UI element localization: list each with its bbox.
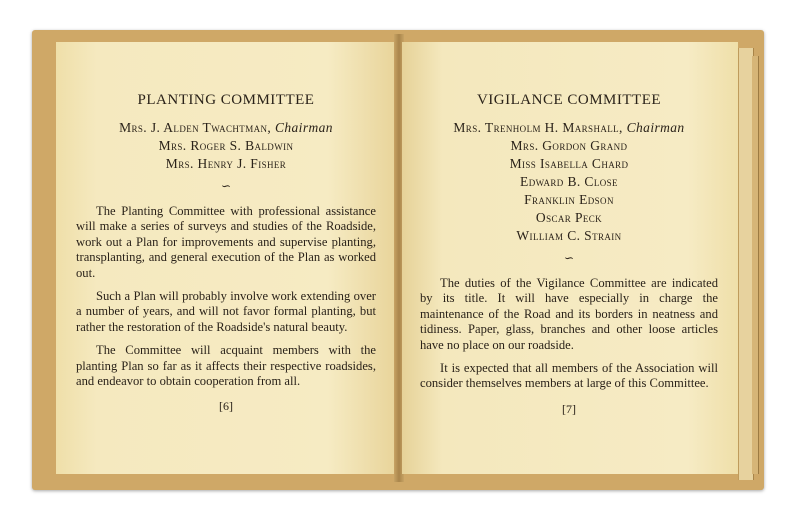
member-name: Franklin Edson [524,192,614,207]
member-name: Mrs. Henry J. Fisher [165,156,287,171]
left-page-content [76,92,376,414]
body-paragraph: The Planting Committee with professional assistance will make a series of surveys and studies of the Roadside, work out a Plan for improvements and supervise planting, transplanting, and general execution of the Plan as worked out. [76,204,376,280]
right-page [402,42,738,474]
member-name: Miss Isabella Chard [509,156,629,171]
member-line [420,209,718,227]
member-name: Mrs. Gordon Grand [510,138,628,153]
member-line [76,119,376,137]
page-number: [6] [219,399,233,414]
right-page-content [420,92,718,417]
ornament-glyph: ∽ [563,251,575,265]
member-line [420,173,718,191]
vigilance-committee-members [420,119,718,245]
member-line [420,191,718,209]
member-line [420,137,718,155]
body-paragraph: The Committee will acquaint members with the planting Plan so far as it affects their respective roadsides, and endeavor to obtain cooperation from all. [76,343,376,389]
member-name: Oscar Peck [535,210,603,225]
left-page [56,42,396,474]
cover-back-edge [752,56,759,474]
member-role: Chairman [626,120,685,135]
member-role: Chairman [274,120,333,135]
member-line [420,155,718,173]
planting-committee-heading: PLANTING COMMITTEE [137,92,315,108]
body-paragraph: The duties of the Vigilance Committee are indicated by its title. It will have especially in charge the maintenance of the Road and its borders in neatness and tidiness. Paper, glass, branches and other loose articles have no place on our roadside. [420,276,718,352]
body-paragraph: Such a Plan will probably involve work extending over a number of years, and will not favor formal planting, but rather the restoration of the Roadside's natural beauty. [76,289,376,334]
member-line [420,119,718,137]
member-name: William C. Strain [516,228,622,243]
page-number: [7] [562,401,576,416]
member-name: Mrs. Trenholm H. Marshall, [453,120,623,135]
vigilance-committee-heading: VIGILANCE COMMITTEE [476,92,662,108]
member-line [420,227,718,245]
member-name: Edward B. Close [520,174,618,189]
member-name: Mrs. J. Alden Twachtman, [119,120,272,135]
member-name: Mrs. Roger S. Baldwin [158,138,294,153]
ornament-glyph: ∽ [220,179,232,193]
body-paragraph: It is expected that all members of the Association will consider themselves members at large of this Committee. [420,361,718,391]
planting-committee-members [76,119,376,173]
member-line [76,137,376,155]
member-line [76,155,376,173]
